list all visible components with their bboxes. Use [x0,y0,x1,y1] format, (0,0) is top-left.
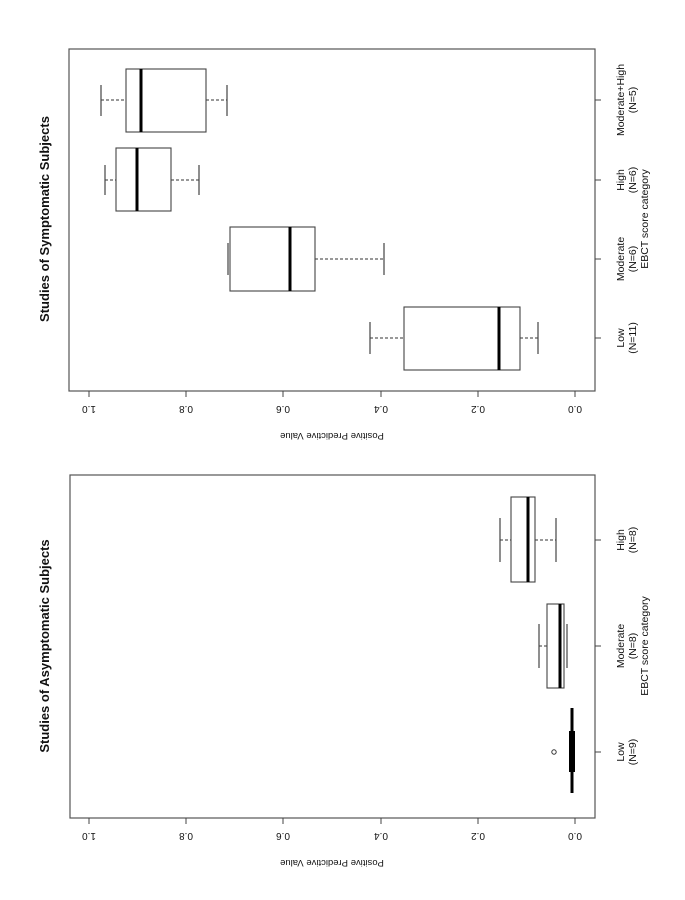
box-low [370,307,538,370]
tick-label: 0.0 [568,403,582,414]
category-label: Moderate [615,236,627,282]
category-label: High [615,529,627,551]
box-moderate-high [101,69,227,132]
tick-label: 0.4 [374,830,388,841]
value-axis-title: Positive Predictive Value [280,430,384,441]
tick-label: 0.6 [276,403,290,414]
category-n: (N=6) [627,245,639,273]
category-n: (N=5) [627,86,639,114]
tick-label: 0.2 [471,830,485,841]
category-label: Moderate [615,623,627,669]
tick-label: 1.0 [82,830,96,841]
panel-title: Studies of Symptomatic Subjects [37,116,52,322]
tick-label: 0.4 [374,403,388,414]
tick-label: 0.0 [568,830,582,841]
category-label: Low [615,328,627,348]
value-axis-title: Positive Predictive Value [280,857,384,868]
category-axis [595,527,651,766]
category-n: (N=8) [627,632,639,660]
category-axis-title: EBCT score category [639,596,651,696]
panel-asymptomatic [37,475,651,868]
box-moderate [228,227,384,291]
category-axis-title: EBCT score category [639,169,651,269]
box-high [500,497,556,582]
value-axis [82,818,582,868]
category-axis [595,64,651,354]
outlier-point [552,750,556,754]
category-label: Moderate+High [615,63,627,137]
category-n: (N=6) [627,166,639,194]
tick-label: 1.0 [82,403,96,414]
tick-label: 0.6 [276,830,290,841]
category-n: (N=11) [627,322,639,354]
category-n: (N=9) [627,738,639,766]
box-low [552,708,575,793]
tick-label: 0.2 [471,403,485,414]
panel-title: Studies of Asymptomatic Subjects [37,539,52,753]
value-axis [82,391,582,441]
category-label: High [615,169,627,191]
box-moderate [539,604,567,688]
tick-label: 0.8 [179,403,193,414]
tick-label: 0.8 [179,830,193,841]
category-label: Low [615,742,627,762]
category-n: (N=8) [627,526,639,554]
panel-symptomatic [37,49,651,441]
box-high [105,148,199,211]
